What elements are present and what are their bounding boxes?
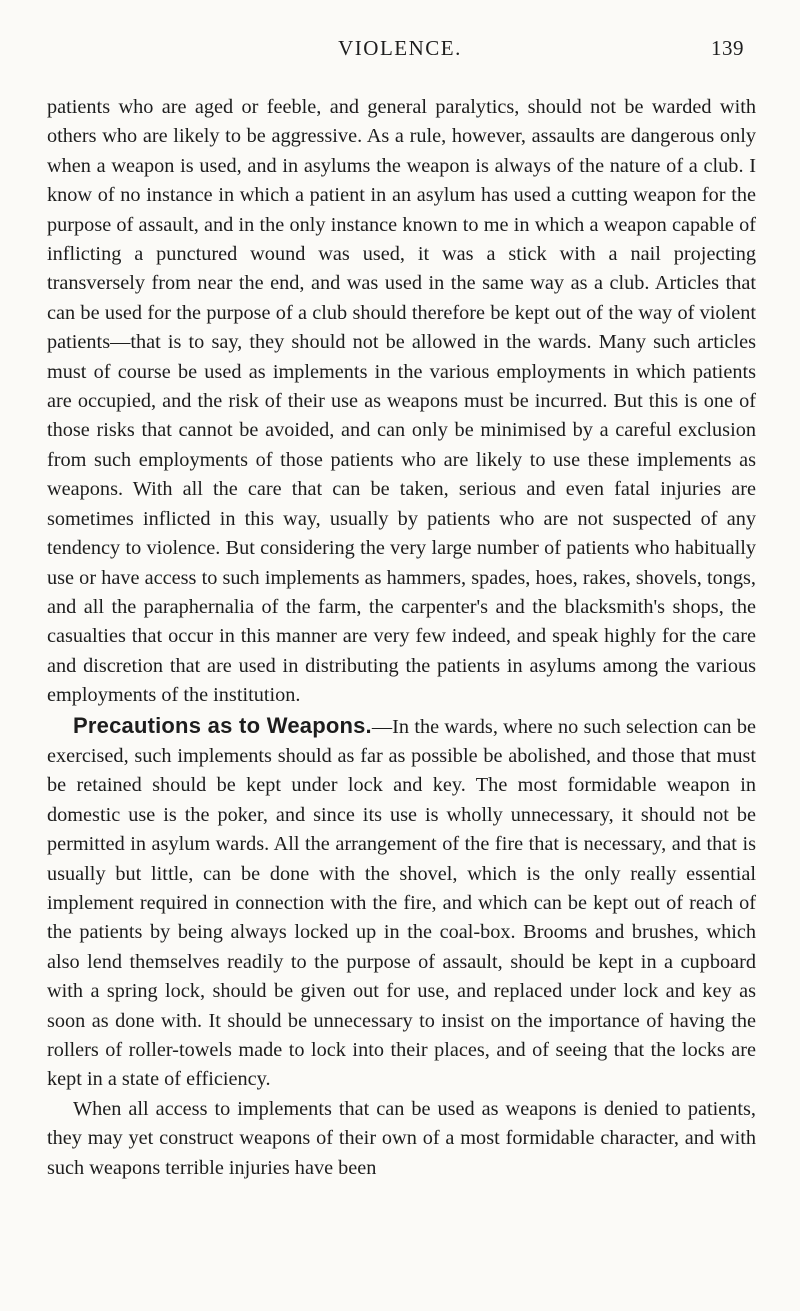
paragraph-1: patients who are aged or feeble, and general paralytics, should not be warded with others who are likely to be aggressive. As a rule, however, assaults are dangerous only when a weapon is used, and in asylums the weapon is always of the nature of a club. I know of no instance in which a patient in an asylum has used a cutting weapon for the purpose of assault, and in the only instance known to me in which a weapon capable of inflicting a punctured wound was used, it was a stick with a nail projecting transversely from near the end, and was used in the same way as a club. Articles that can be used for the purpose of a club should therefore be kept out of the way of violent patients—that is to say, they should not be allowed in the wards. Many such articles must of course be used as implements in the various employments in which patients are occupied, and the risk of their use as weapons must be incurred. But this is one of those risks that cannot be avoided, and can only be minimised by a careful exclusion from such employments of those patients who are likely to use these implements as weapons. With all the care that can be taken, serious and even fatal injuries are sometimes inflicted in this way, usually by patients who are not suspected of any tendency to violence. But considering the very large number of patients who habitually use or have access to such implements as hammers, spades, hoes, rakes, shovels, tongs, and all the paraphernalia of the farm, the carpenter's and the blacksmith's shops, the casualties that occur in this manner are very few indeed, and speak highly for the care and discretion that are used in distributing the patients in asylums among the various employments of the institution. [47,96,756,707]
paragraph-3: When all access to implements that can be used as weapons is denied to patients, they may yet construct weapons of their own of a most formidable character, and with such weapons terrible injuries have been [47,1097,756,1179]
page-number: 139 [711,36,744,60]
running-head [0,36,800,66]
paragraph-2 [47,711,756,1095]
paragraph-2-text: —In the wards, where no such selection can be exercised, such implements should as far as possible be abolished, and those that must be retained should be kept under lock and key. The most formidable weapon in domestic use is the poker, and since its use is wholly unnecessary, it should not be permitted in asylum wards. All the arrangement of the fire that is necessary, and that is usually but little, can be done with the shovel, which is the only really essential implement required in connection with the fire, and which can be kept out of reach of the patients by being always locked up in the coal-box. Brooms and brushes, which also lend themselves readily to the purpose of assault, should be kept in a cupboard with a spring lock, should be given out for use, and replaced under lock and key as soon as done with. It should be unnecessary to insist on the importance of having the rollers of roller-towels made to lock into their places, and of seeing that the locks are kept in a state of efficiency. [47,715,756,1091]
body-text [47,93,756,1183]
running-head-title: VIOLENCE. [338,36,462,60]
section-heading: Precautions as to Weapons. [73,712,372,738]
